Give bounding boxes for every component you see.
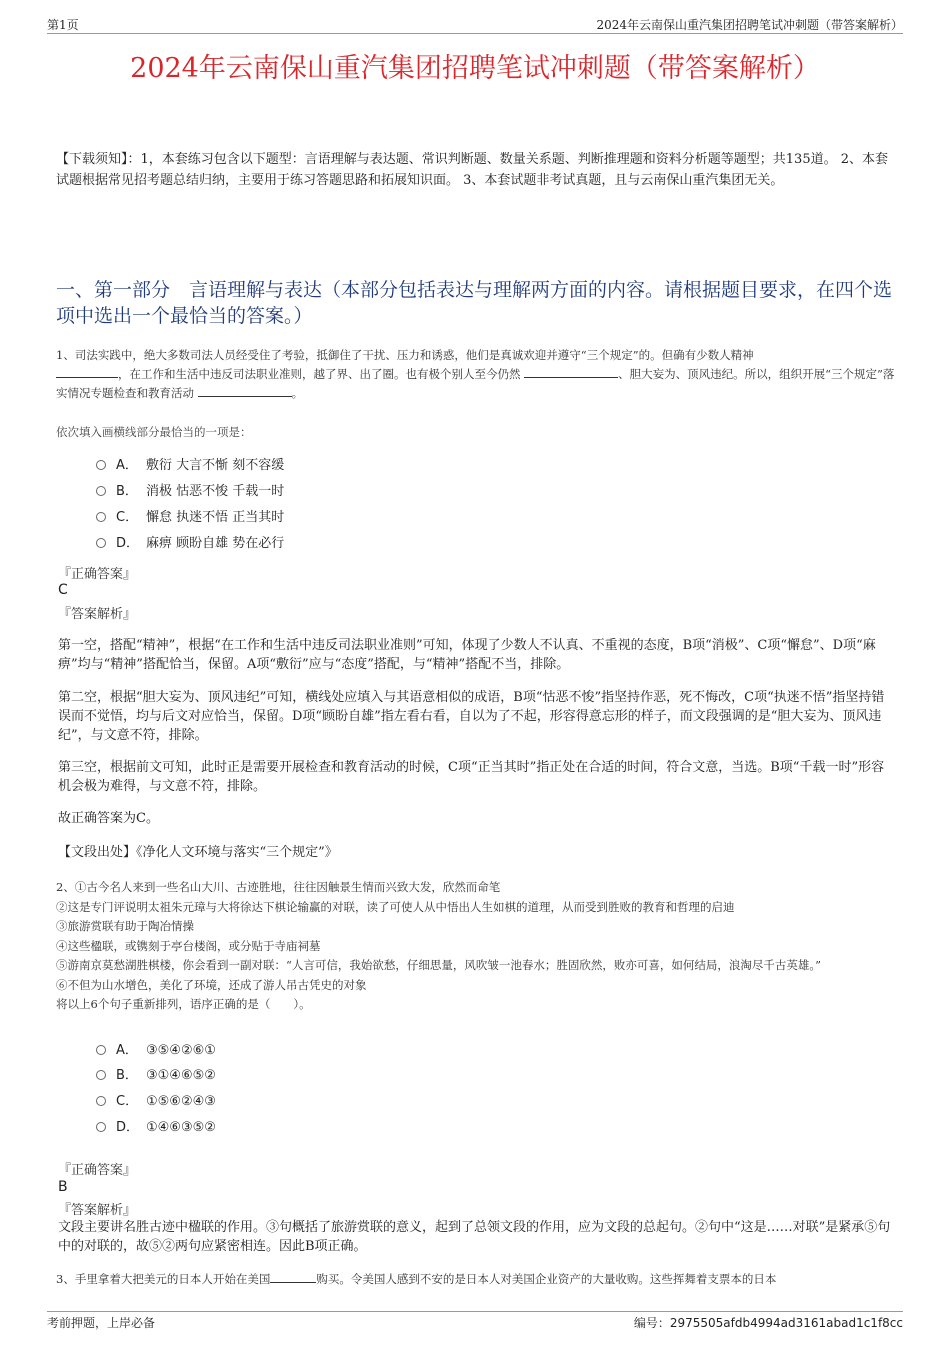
q1-text-part-3: 、胆大妄为、顶风违纪。所以，组织开展“三个规定”落实情况专题检查和教育活动 [56, 367, 895, 400]
footer-slogan: 考前押题，上岸必备 [47, 1316, 156, 1330]
q1-option-b[interactable]: B． 消极 怙恶不悛 千载一时 [96, 482, 284, 502]
question-1-stem [56, 346, 898, 403]
q2-analysis-label: 『答案解析』 [58, 1203, 137, 1218]
radio-icon[interactable] [96, 1122, 106, 1132]
q2-sentence: ③旅游赏联有助于陶冶情操 [56, 919, 194, 933]
page-header [47, 16, 903, 34]
q3-text-part-1: 3、手里拿着大把美元的日本人开始在美国 [56, 1272, 271, 1286]
document-code: 编号：2975505afdb4994ad3161abad1c1f8cc [633, 1316, 903, 1330]
radio-icon[interactable] [96, 460, 106, 470]
q2-option-a[interactable]: A． ③⑤④②⑥① [96, 1041, 216, 1061]
q2-instruction: 将以上6个句子重新排列，语序正确的是（ ）。 [56, 997, 311, 1011]
q1-source: 【文段出处】《净化人文环境与落实“三个规定”》 [58, 845, 338, 860]
header-doc-title: 2024年云南保山重汽集团招聘笔试冲刺题（带答案解析） [596, 18, 903, 32]
footer-divider [47, 1311, 903, 1312]
q1-answer: C [58, 582, 68, 598]
q1-option-a[interactable]: A． 敷衍 大言不惭 刻不容缓 [96, 456, 284, 476]
section-heading: 一、第一部分 言语理解与表达（本部分包括表达与理解两方面的内容。请根据题目要求，在四个选项中选出一个最恰当的答案。） [56, 279, 893, 327]
q2-sentence: ⑤游南京莫愁湖胜棋楼，你会看到一副对联：“人言可信，我始欲愁，仔细思量，风吹皱一池春水；胜固欣然，败亦可喜，如何结局，浪淘尽千古英雄。” [56, 958, 822, 972]
question-3-stem [56, 1270, 898, 1289]
q1-instruction: 依次填入画横线部分最恰当的一项是： [56, 425, 252, 439]
q1-analysis-paragraph: 第一空，搭配“精神”，根据“在工作和生活中违反司法职业准则”可知，体现了少数人不认真、不重视的态度，B项“消极”、C项“懈怠”、D项“麻痹”均与“精神”搭配恰当，保留。A项“敷衍”应与“态度”搭配，与“精神”搭配不当，排除。 [58, 638, 876, 672]
q2-sentence: ⑥不但为山水增色，美化了环境，还成了游人吊古凭史的对象 [56, 977, 367, 992]
q2-answer: B [58, 1179, 68, 1195]
radio-icon[interactable] [96, 538, 106, 548]
q2-option-d[interactable]: D． ①④⑥③⑤② [96, 1118, 216, 1138]
q2-analysis: 文段主要讲名胜古迹中楹联的作用。③句概括了旅游赏联的意义，起到了总领文段的作用，应为文段的总起句。②句中“这是……对联”是紧承⑤句中的对联的，故⑤②两句应紧密相连。因此B项正确。 [58, 1220, 891, 1254]
q1-answer-label: 『正确答案』 [58, 567, 137, 582]
q1-analysis-label: 『答案解析』 [58, 607, 137, 622]
radio-icon[interactable] [96, 486, 106, 496]
q1-analysis-paragraph: 第二空，根据“胆大妄为、顶风违纪”可知，横线处应填入与其语意相似的成语，B项“怙恶不悛”指坚持作恶，死不悔改，C项“执迷不悟”指坚持错误而不觉悟，均与后文对应恰当，保留。D项“顾盼自雄”指左看右看，自以为了不起，形容得意忘形的样子，而文段强调的是“胆大妄为、顶风违纪”，与文意不符，排除。 [58, 690, 885, 743]
q2-option-b[interactable]: B． ③①④⑥⑤② [96, 1066, 216, 1086]
q1-option-d[interactable]: D． 麻痹 顾盼自雄 势在必行 [96, 534, 284, 554]
page-number: 第1页 [47, 18, 79, 32]
radio-icon[interactable] [96, 1045, 106, 1055]
radio-icon[interactable] [96, 512, 106, 522]
radio-icon[interactable] [96, 1070, 106, 1080]
question-2-stem [56, 878, 898, 1015]
q3-blank [270, 1270, 316, 1283]
q1-blank-3 [198, 384, 292, 397]
q1-text-part-2: ，在工作和生活中违反司法职业准则，越了界、出了圈。也有极个别人至今仍然 [118, 367, 521, 381]
q2-sentence: ④这些楹联，或镌刻于亭台楼阁，或分贴于寺庙祠墓 [56, 938, 321, 953]
header-divider [47, 33, 903, 34]
q3-text-part-2: 购买。令美国人感到不安的是日本人对美国企业资产的大量收购。这些挥舞着支票本的日本 [316, 1272, 777, 1286]
q2-sentence: 2、①古今名人来到一些名山大川、古迹胜地，往往因触景生情而兴致大发，欣然而命笔 [56, 880, 501, 894]
q1-blank-2 [524, 365, 618, 378]
q1-blank-1 [56, 365, 118, 378]
q1-option-c[interactable]: C． 懈怠 执迷不悟 正当其时 [96, 508, 284, 528]
q1-text-part-1: 1、司法实践中，绝大多数司法人员经受住了考验，抵御住了干扰、压力和诱惑，他们是真诚欢迎并遵守“三个规定”的。但确有少数人精神 [56, 348, 754, 362]
q1-text-part-4: 。 [291, 386, 304, 400]
q2-option-c[interactable]: C． ①⑤⑥②④③ [96, 1092, 216, 1112]
page-footer [47, 1314, 903, 1332]
q2-answer-label: 『正确答案』 [58, 1163, 137, 1178]
q1-analysis-paragraph: 第三空，根据前文可知，此时正是需要开展检查和教育活动的时候，C项“正当其时”指正处在合适的时间，符合文意，当选。B项“千载一时”形容机会极为难得，与文意不符，排除。 [58, 760, 885, 794]
q2-sentence: ②这是专门评说明太祖朱元璋与大将徐达下棋论输赢的对联，读了可使人从中悟出人生如棋的道理，从而受到胜败的教育和哲理的启迪 [56, 899, 735, 914]
q1-analysis-conclusion: 故正确答案为C。 [58, 811, 159, 826]
radio-icon[interactable] [96, 1096, 106, 1106]
download-notice: 【下载须知】：1，本套练习包含以下题型：言语理解与表达题、常识判断题、数量关系题、判断推理题和资料分析题等题型；共135道。 2、本套试题根据常见招考题总结归纳，主要用于练习答题思路和拓展知识面。 3、本套试题非考试真题，且与云南保山重汽集团无关。 [56, 152, 888, 188]
document-title: 2024年云南保山重汽集团招聘笔试冲刺题（带答案解析） [130, 53, 820, 84]
